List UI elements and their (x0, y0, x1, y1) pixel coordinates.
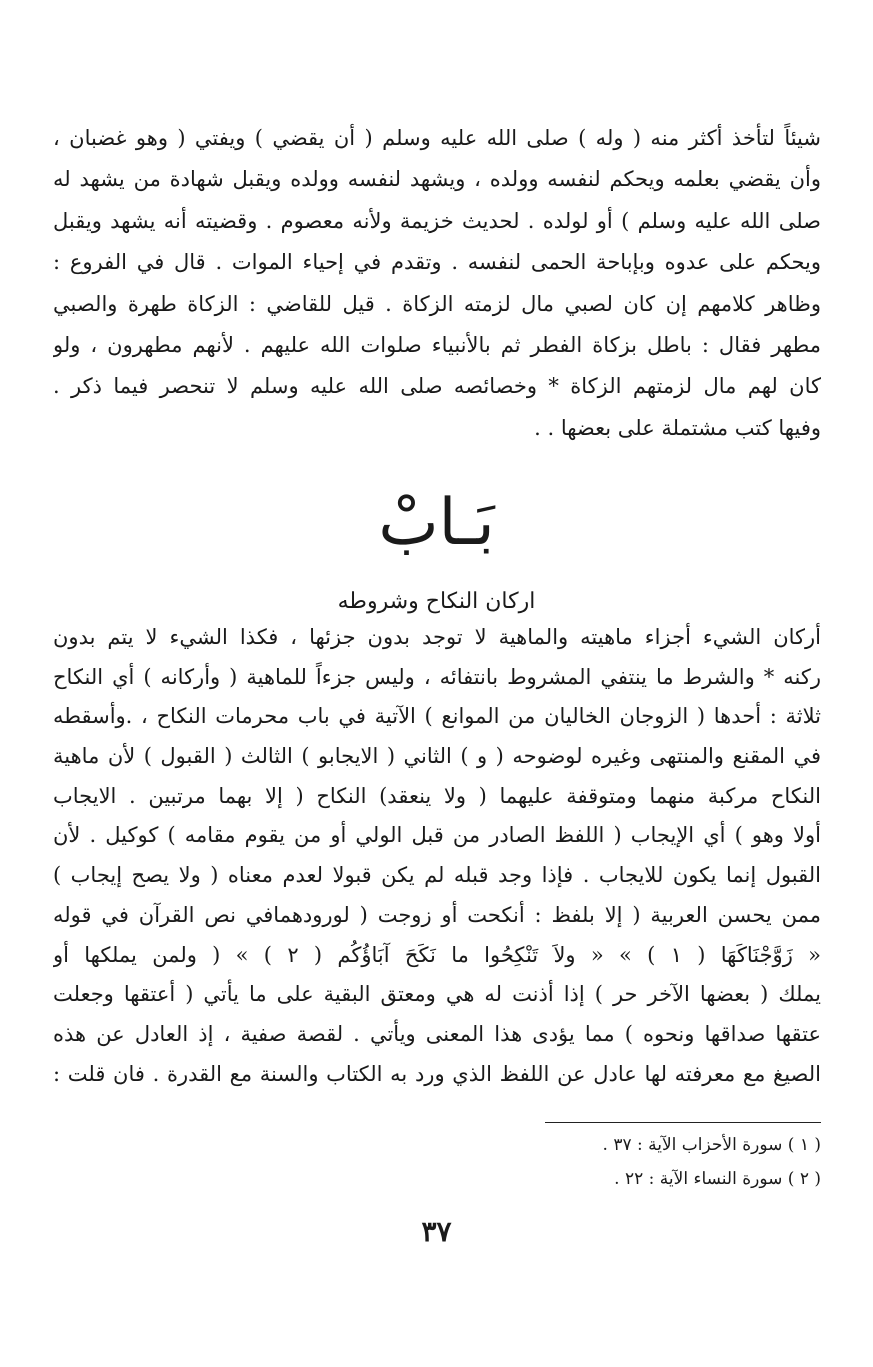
text-line: في المقنع والمنتهى وغيره لوضوحه ( و ) الثاني ( الايجابو ) الثالث ( القبول ) لأن ماهية (53, 744, 821, 769)
footnote: ( ١ ) سورة الأحزاب الآية : ٣٧ . (602, 1135, 821, 1155)
text-line: أركان الشيء أجزاء ماهيته والماهية لا توجد بدون جزئها ، فكذا الشيء لا يتم بدون (53, 625, 821, 649)
text-line: مطهر فقال : باطل بزكاة الفطر ثم بالأنبياء صلوات الله عليهم . لأنهم مطهرون ، ولو (53, 332, 821, 357)
text-line: صلى الله عليه وسلم ) أو لولده . لحديث خزيمة ولأنه معصوم . وقضيته أنه يشهد ويقبل (53, 208, 821, 233)
top-paragraph (53, 118, 821, 449)
text-line: ممن يحسن العربية ( إلا بلفظ : أنكحت أو زوجت ( لورودهمافي نص القرآن في قوله (53, 902, 821, 927)
text-line: كان لهم مال لزمتهم الزكاة * وخصائصه صلى الله عليه وسلم لا تنحصر فيما ذكر . (53, 374, 821, 399)
text-line: ركنه * والشرط ما ينتفي المشروط بانتفائه ، وليس جزءاً للماهية ( وأركانه ) أي النكاح (53, 664, 821, 689)
text-line: القبول إنما يكون للايجاب . فإذا وجد قبله لم يكن قبولا لعدم معناه ( ولا يصح إيجاب ) (53, 863, 821, 888)
page-number: ٣٧ (421, 1215, 452, 1248)
body-paragraph (53, 618, 821, 1094)
text-line: الصيغ مع معرفته لها عادل عن اللفظ الذي ورد به الكتاب والسنة مع القدرة . فان قلت : (53, 1061, 821, 1086)
text-line: « زَوَّجْنَاكَهَا ( ١ ) » « ولاَ تَنْكِحُوا ما نَكَحَ آبَاؤُكُم ( ٢ ) » ( ولمن يملكها أو (53, 942, 821, 967)
chapter-heading: بَـابْ (378, 486, 495, 560)
text-line: شيئاً لتأخذ أكثر منه ( وله ) صلى الله عليه وسلم ( أن يقضي ) ويفتي ( وهو غضبان ، (53, 126, 821, 150)
text-line: عتقها صداقها ونحوه ) مما يؤدى هذا المعنى ويأتي . لقصة صفية ، إذ العادل عن هذه (53, 1021, 821, 1046)
text-line: يملك ( بعضها الآخر حر ) إذا أذنت له هي ومعتق البقية على ما يأتي ( أعتقها وجعلت (53, 982, 821, 1007)
footnotes (321, 1128, 821, 1196)
chapter-subtitle: اركان النكاح وشروطه (337, 589, 536, 614)
text-line: ويحكم على عدوه وبإباحة الحمى لنفسه . وتقدم في إحياء الموات . قال في الفروع : (53, 250, 821, 275)
text-line: ثلاثة : أحدها ( الزوجان الخاليان من الموانع ) الآتية في باب محرمات النكاح ، .وأسقطه (53, 704, 821, 729)
text-line: وظاهر كلامهم إن كان لصبي مال لزمته الزكاة . قيل للقاضي : الزكاة طهرة والصبي (53, 291, 821, 316)
footnote: ( ٢ ) سورة النساء الآية : ٢٢ . (614, 1169, 821, 1189)
text-line: وفيها كتب مشتملة على بعضها . . (534, 415, 821, 440)
text-line: أولا وهو ) أي الإيجاب ( اللفظ الصادر من قبل الولي أو من يقوم مقامه ) كوكيل . لأن (53, 823, 821, 848)
text-line: النكاح مركبة منهما ومتوقفة عليهما ( ولا ينعقد) النكاح ( إلا بهما مرتبين . الايجاب (53, 783, 821, 808)
text-line: وأن يقضي بعلمه ويحكم لنفسه وولده ، ويشهد لنفسه وولده ويقبل شهادة من يشهد له (53, 167, 821, 192)
footnote-divider (545, 1122, 821, 1123)
